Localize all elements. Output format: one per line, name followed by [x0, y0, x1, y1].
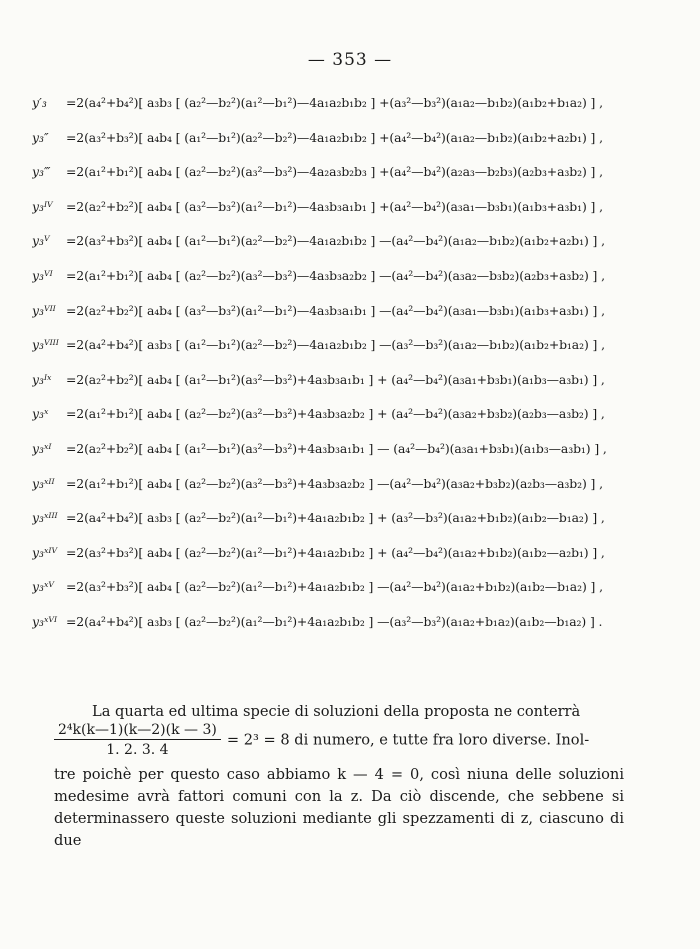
formula-lhs: y₃‴ [32, 164, 51, 180]
formula-lhs: y₃ⱽ [32, 233, 50, 249]
formula-rhs: =2(a₄²+b₄²)[ a₃b₃ [ (a₁²—b₁²)(a₂²—b₂²)—4a₁a₂b₁b₂ ] —(a₃²—b₃²)(a₁a₂—b₁b₂)(a₁b₂+b₁a₂) ] , [66, 337, 605, 353]
formula-row [32, 155, 682, 190]
formula-row [32, 294, 682, 329]
formula-lhs: y₃ᴵⱽ [32, 198, 53, 214]
formula-lhs: y₃ˣᴵᴵᴵ [32, 510, 58, 526]
formula-row [32, 605, 682, 640]
formula-lhs: y₃ˣᴵⱽ [32, 544, 58, 560]
fraction [54, 722, 221, 758]
formula-lhs: y₃ˣᴵ [32, 440, 52, 456]
formula-row [32, 224, 682, 259]
formula-row [32, 397, 682, 432]
formula-rhs: =2(a₁²+b₁²)[ a₄b₄ [ (a₂²—b₂²)(a₃²—b₃²)+4a₃b₃a₂b₂ ] —(a₄²—b₄²)(a₃a₂+b₃b₂)(a₂b₃—a₃b₂) ] , [66, 475, 603, 491]
formula-lhs: y′₃ [32, 95, 47, 110]
formula-lhs: y₃ˣⱽᴵ [32, 613, 58, 629]
formula-list [32, 86, 682, 640]
page-number: — 353 — [307, 50, 393, 70]
formula-lhs: y₃ⱽᴵ [32, 267, 53, 283]
formula-row [32, 536, 682, 571]
formula-row [32, 432, 682, 467]
formula-rhs: =2(a₃²+b₃²)[ a₄b₄ [ (a₁²—b₁²)(a₂²—b₂²)—4a₁a₂b₁b₂ ] +(a₄²—b₄²)(a₁a₂—b₁b₂)(a₁b₂+a₂b₁) ] , [66, 129, 603, 145]
formula-rhs: =2(a₂²+b₂²)[ a₄b₄ [ (a₁²—b₁²)(a₃²—b₃²)+4a₃b₃a₁b₁ ] + (a₄²—b₄²)(a₃a₁+b₃b₁)(a₁b₃—a₃b₁) ] , [66, 371, 605, 387]
paragraph-body: tre poichè per questo caso abbiamo k — 4 = 0, così niuna delle soluzioni medesime avrà fattori comuni con la z. Da ciò discende, che sebbene si determinassero queste soluzioni mediante gli spezzamenti di z, ciascuno di due [54, 766, 624, 849]
formula-rhs: =2(a₂²+b₂²)[ a₄b₄ [ (a₃²—b₃²)(a₁²—b₁²)—4a₃b₃a₁b₁ ] —(a₄²—b₄²)(a₃a₁—b₃b₁)(a₁b₃+a₃b₁) ] , [66, 302, 605, 318]
formula-row [32, 570, 682, 605]
fraction-numerator: 2⁴k(k—1)(k—2)(k — 3) [54, 722, 221, 740]
formula-rhs: =2(a₄²+b₄²)[ a₃b₃ [ (a₂²—b₂²)(a₁²—b₁²)—4a₁a₂b₁b₂ ] +(a₃²—b₃²)(a₁a₂—b₁b₂)(a₁b₂+b₁a₂) ] , [66, 95, 603, 110]
formula-rhs: =2(a₁²+b₁²)[ a₄b₄ [ (a₂²—b₂²)(a₃²—b₃²)—4a₂a₃b₂b₃ ] +(a₄²—b₄²)(a₂a₃—b₂b₃)(a₂b₃+a₃b₂) ] , [66, 164, 603, 180]
fraction-result-text: = 2³ = 8 di numero, e tutte fra loro diverse. Inol- [226, 731, 590, 749]
formula-rhs: =2(a₃²+b₃²)[ a₄b₄ [ (a₂²—b₂²)(a₁²—b₁²)+4a₁a₂b₁b₂ ] —(a₄²—b₄²)(a₁a₂+b₁b₂)(a₁b₂—b₁a₂) ] , [66, 579, 603, 595]
formula-row [32, 190, 682, 225]
formula-row [32, 86, 682, 121]
fraction-line [54, 722, 624, 760]
formula-rhs: =2(a₂²+b₂²)[ a₄b₄ [ (a₁²—b₁²)(a₃²—b₃²)+4a₃b₃a₁b₁ ] — (a₄²—b₄²)(a₃a₁+b₃b₁)(a₁b₃—a₃b₁) ] , [66, 440, 607, 456]
formula-row [32, 467, 682, 502]
formula-rhs: =2(a₄²+b₄²)[ a₃b₃ [ (a₂²—b₂²)(a₁²—b₁²)+4a₁a₂b₁b₂ ] —(a₃²—b₃²)(a₁a₂+b₁a₂)(a₁b₂—b₁a₂) ] . [66, 613, 603, 629]
formula-row [32, 259, 682, 294]
formula-lhs: y₃ⱽᴵᴵᴵ [32, 337, 59, 353]
formula-row [32, 121, 682, 156]
formula-row [32, 501, 682, 536]
paragraph-intro: La quarta ed ultima specie di soluzioni della proposta ne conterrà [92, 703, 581, 720]
formula-rhs: =2(a₂²+b₂²)[ a₄b₄ [ (a₃²—b₃²)(a₁²—b₁²)—4a₃b₃a₁b₁ ] +(a₄²—b₄²)(a₃a₁—b₃b₁)(a₁b₃+a₃b₁) ] , [66, 198, 603, 214]
formula-lhs: y₃″ [32, 129, 49, 145]
formula-rhs: =2(a₁²+b₁²)[ a₄b₄ [ (a₂²—b₂²)(a₃²—b₃²)—4a₃b₃a₂b₂ ] —(a₄²—b₄²)(a₃a₂—b₃b₂)(a₂b₃+a₃b₂) ] , [66, 267, 605, 283]
formula-lhs: y₃ˣ [32, 406, 49, 422]
fraction-denominator: 1. 2. 3. 4 [106, 742, 169, 758]
formula-row [32, 328, 682, 363]
formula-lhs: y₃ˣᴵᴵ [32, 475, 55, 491]
formula-lhs: y₃ᴵˣ [32, 371, 52, 387]
formula-rhs: =2(a₄²+b₄²)[ a₃b₃ [ (a₂²—b₂²)(a₁²—b₁²)+4a₁a₂b₁b₂ ] + (a₃²—b₃²)(a₁a₂+b₁b₂)(a₁b₂—b₁a₂) ] , [66, 510, 605, 526]
formula-rhs: =2(a₃²+b₃²)[ a₄b₄ [ (a₁²—b₁²)(a₂²—b₂²)—4a₁a₂b₁b₂ ] —(a₄²—b₄²)(a₁a₂—b₁b₂)(a₁b₂+a₂b₁) ] , [66, 233, 605, 249]
formula-rhs: =2(a₃²+b₃²)[ a₄b₄ [ (a₂²—b₂²)(a₁²—b₁²)+4a₁a₂b₁b₂ ] + (a₄²—b₄²)(a₁a₂+b₁b₂)(a₁b₂—a₂b₁) ] , [66, 544, 605, 560]
formula-lhs: y₃ˣⱽ [32, 579, 54, 595]
formula-rhs: =2(a₁²+b₁²)[ a₄b₄ [ (a₂²—b₂²)(a₃²—b₃²)+4a₃b₃a₂b₂ ] + (a₄²—b₄²)(a₃a₂+b₃b₂)(a₂b₃—a₃b₂) ] , [66, 406, 605, 422]
formula-lhs: y₃ⱽᴵᴵ [32, 302, 56, 318]
formula-row [32, 363, 682, 398]
